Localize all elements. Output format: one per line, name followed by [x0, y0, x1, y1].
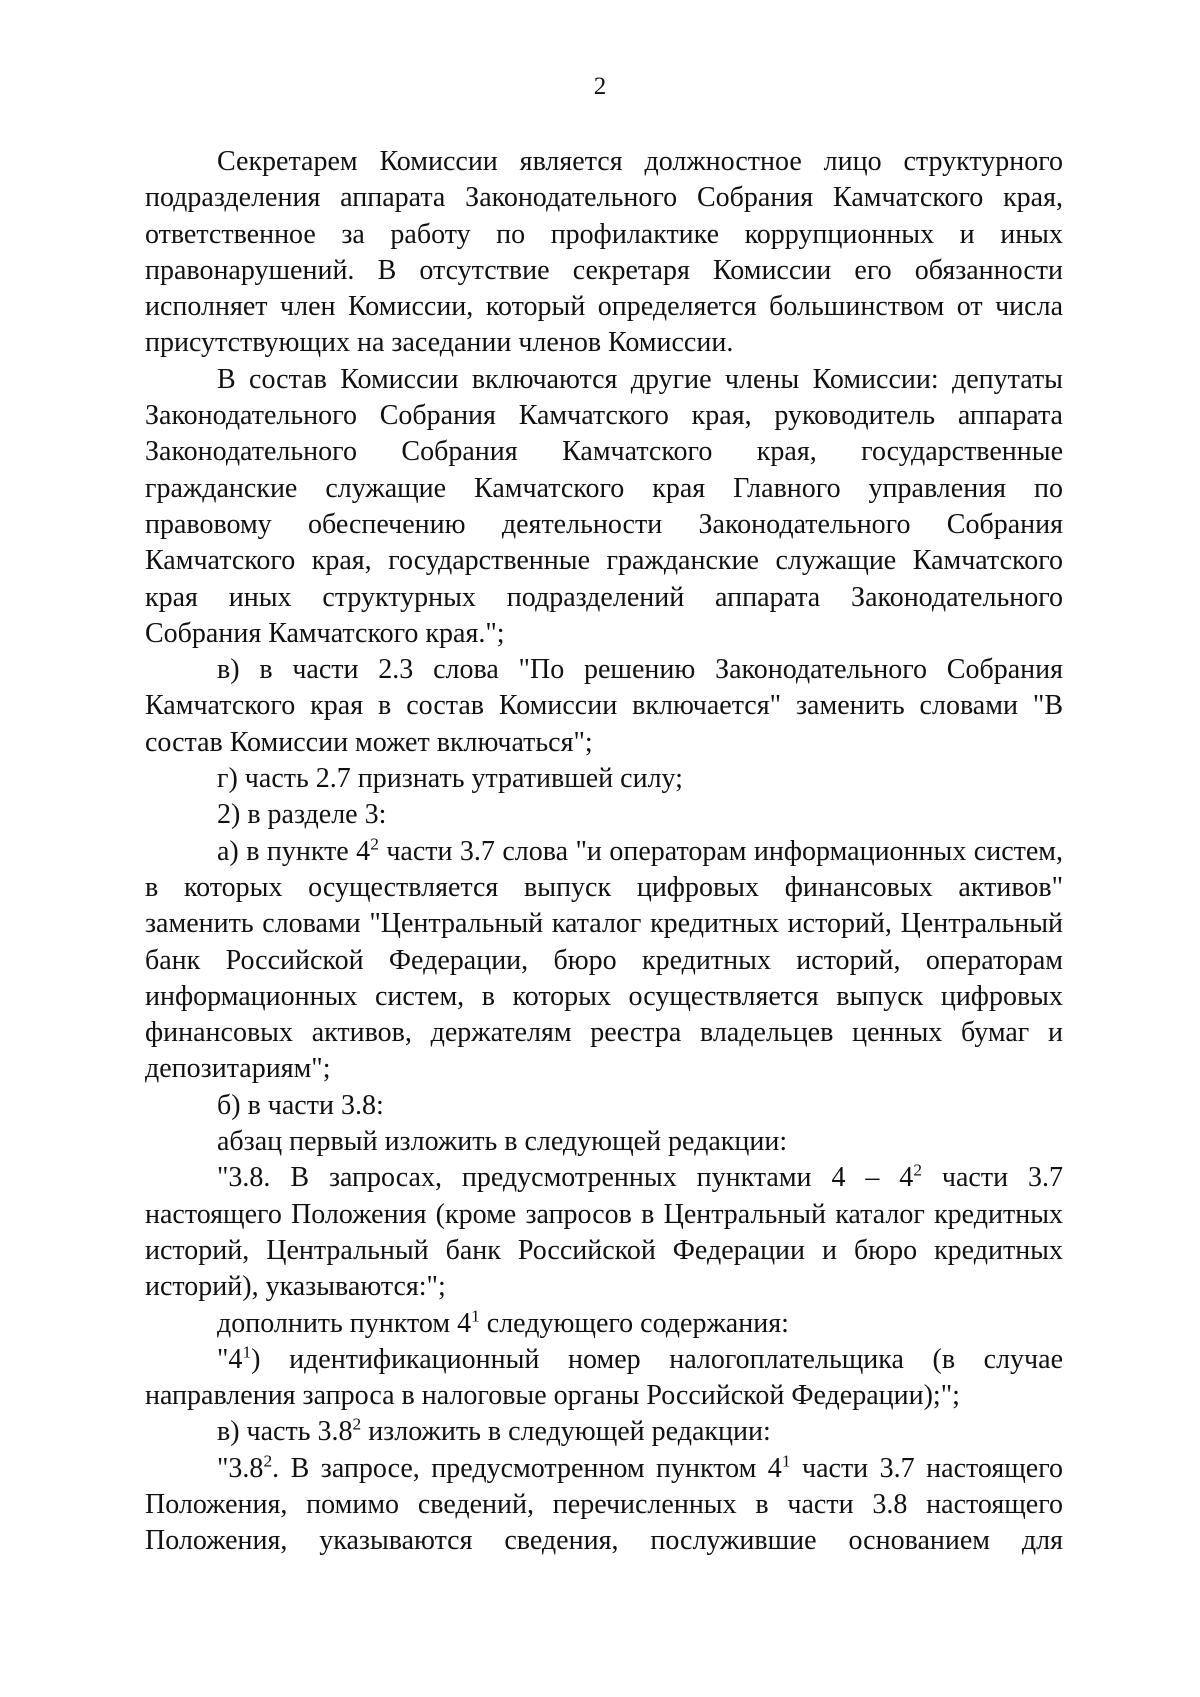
paragraph — [145, 1088, 1063, 1124]
text-run: . В запросе, предусмотренном пунктом 4 — [272, 1452, 782, 1484]
text-run: ) идентификационный номер налогоплательщика (в случае направления запроса в налоговые органы Российской Федерации);"; — [145, 1343, 1063, 1412]
text-run: 2) в разделе 3: — [217, 799, 387, 831]
paragraph — [145, 652, 1063, 761]
text-run: "3.8. В запросах, предусмотренных пунктами 4 – 4 — [217, 1162, 914, 1194]
document-body — [145, 144, 1063, 1560]
superscript: 2 — [263, 1450, 273, 1470]
superscript: 2 — [913, 1160, 922, 1180]
paragraph — [145, 797, 1063, 833]
text-run: В состав Комиссии включаются другие члены Комиссии: депутаты Законодательного Собрания Камчатского края, руководитель аппарата Законодательного Собрания Камчатского края, государственные гражданские служащие Камчатского края Главного управления по правовому обеспечению деятельности Законодательного Собрания Камчатского края, государственные гражданские служащие Камчатского края иных структурных подразделений аппарата Законодательного Собрания Камчатского края."; — [145, 363, 1063, 649]
text-run: в) часть 3.8 — [217, 1416, 353, 1448]
superscript: 1 — [471, 1305, 480, 1325]
text-run: дополнить пунктом 4 — [217, 1307, 472, 1339]
paragraph — [145, 1414, 1063, 1450]
paragraph — [145, 1124, 1063, 1160]
text-run: части 3.7 слова "и операторам информационных систем, в которых осуществляется выпуск цифровых финансовых активов" заменить словами "Центральный каталог кредитных историй, Центральный банк Российской Федерации, бюро кредитных историй, операторам информационных систем, в которых осуществляется выпуск цифровых финансовых активов, держателям реестра владельцев ценных бумаг и депозитариям"; — [145, 835, 1063, 1085]
text-run: абзац первый изложить в следующей редакции: — [217, 1126, 788, 1158]
text-run: части 3.7 настоящего Положения (кроме запросов в Центральный каталог кредитных историй, Центральный банк Российской Федерации и бюро кредитных историй), указываются:"; — [145, 1162, 1063, 1303]
paragraph — [145, 1306, 1063, 1342]
superscript: 1 — [781, 1450, 791, 1470]
text-run: изложить в следующей редакции: — [361, 1416, 771, 1448]
text-run: следующего содержания: — [479, 1307, 789, 1339]
text-run: "3.8 — [217, 1452, 264, 1484]
superscript: 2 — [352, 1414, 362, 1434]
text-run: б) в части 3.8: — [217, 1089, 384, 1121]
paragraph — [145, 144, 1063, 362]
paragraph — [145, 1451, 1063, 1560]
text-run: в) в части 2.3 слова "По решению Законодательного Собрания Камчатского края в состав Комиссии включается" заменить словами "В состав Комиссии может включаться"; — [145, 654, 1063, 758]
page-number: 2 — [593, 73, 607, 100]
superscript: 1 — [242, 1342, 252, 1362]
superscript: 2 — [370, 833, 379, 853]
text-run: г) часть 2.7 признать утратившей силу; — [217, 763, 683, 795]
text-run: части 3.7 настоящего Положения, помимо сведений, перечисленных в части 3.8 настоящего Положения, указываются сведения, послужившие основанием для — [145, 1452, 1063, 1557]
paragraph — [145, 362, 1063, 652]
text-run: а) в пункте 4 — [217, 835, 371, 867]
paragraph — [145, 1160, 1063, 1305]
text-run: "4 — [217, 1343, 243, 1375]
paragraph — [145, 761, 1063, 797]
paragraph — [145, 1342, 1063, 1415]
text-run: Секретарем Комиссии является должностное лицо структурного подразделения аппарата Законодательного Собрания Камчатского края, ответственное за работу по профилактике коррупционных и иных правонарушений. В отсутствие секретаря Комиссии его обязанности исполняет член Комиссии, который определяется большинством от числа присутствующих на заседании членов Комиссии. — [145, 146, 1063, 359]
paragraph — [145, 834, 1063, 1088]
